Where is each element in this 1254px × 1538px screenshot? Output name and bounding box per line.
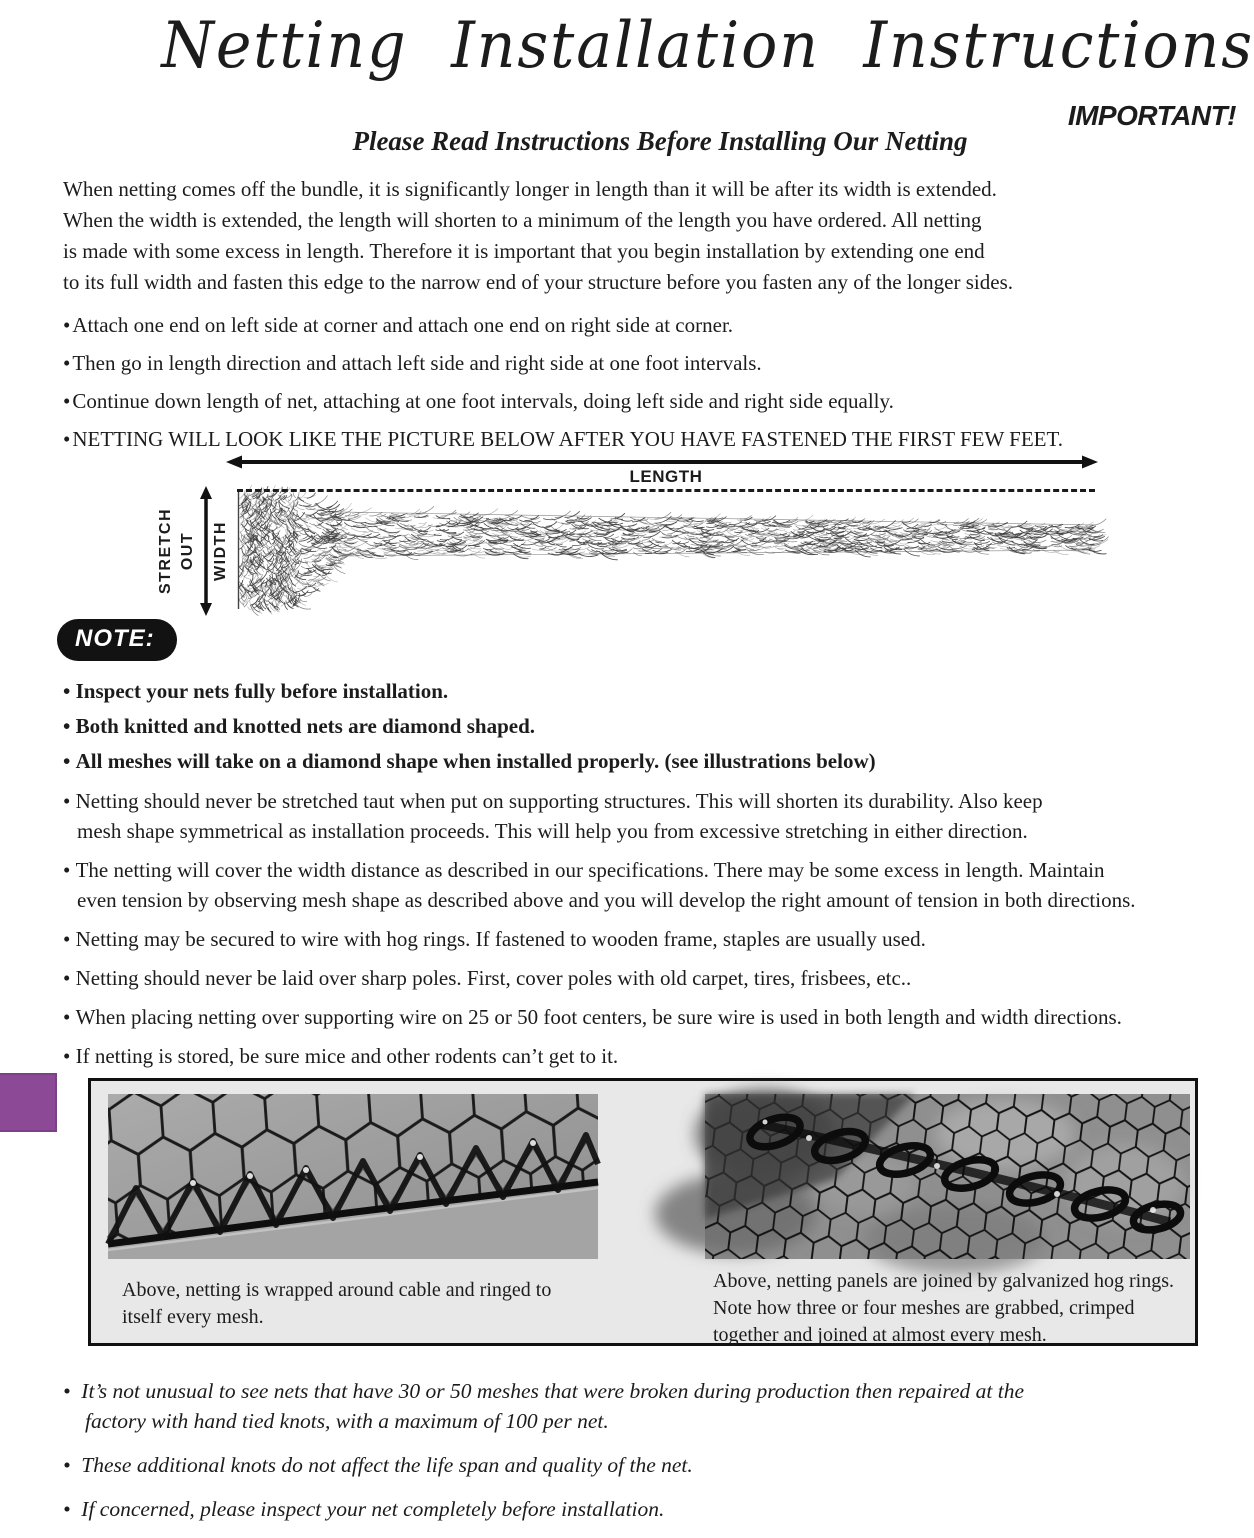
note-item: • When placing netting over supporting wire on 25 or 50 foot centers, be sure wire is used in both length and width directions. xyxy=(63,1002,1136,1032)
note-item: • The netting will cover the width distance as described in our specifications. There may be some excess in length. Maintain even tension by observing mesh shape as described above and you will develop the right amount of tension in both directions. xyxy=(63,855,1136,915)
note-item: • Netting may be secured to wire with hog rings. If fastened to wooden frame, staples are usually used. xyxy=(63,924,1136,954)
netting-cable-photo xyxy=(108,1094,598,1259)
step-item: • Continue down length of net, attaching at one foot intervals, doing left side and right side equally. xyxy=(63,382,1063,420)
intro-paragraph xyxy=(63,174,1013,298)
step-item: • NETTING WILL LOOK LIKE THE PICTURE BELOW AFTER YOU HAVE FASTENED THE FIRST FEW FEET. xyxy=(63,420,1063,458)
caption-hog-rings: Above, netting panels are joined by galvanized hog rings. Note how three or four meshes are grabbed, crimped together and joined at almost every mesh. xyxy=(713,1270,1174,1346)
note-item: • Netting should never be laid over sharp poles. First, cover poles with old carpet, tires, frisbees, etc.. xyxy=(63,963,1136,993)
intro-line: is made with some excess in length. Therefore it is important that you begin installation by extending one end xyxy=(63,239,985,263)
intro-line: When the width is extended, the length will shorten to a minimum of the length you have ordered. All netting xyxy=(63,208,982,232)
note-item: • Netting should never be stretched taut when put on supporting structures. This will shorten its durability. Also keep mesh shape symmetrical as installation proceeds. This will help you from excessive stretching in either direction. xyxy=(63,786,1136,846)
note-list xyxy=(63,786,1136,1080)
figure-cable-wrap xyxy=(108,1094,598,1331)
note-bold-list xyxy=(63,674,876,779)
footer-item: • These additional knots do not affect the life span and quality of the net. xyxy=(63,1450,1024,1480)
netting-hog-rings-photo xyxy=(705,1094,1190,1259)
stretch-label: STRETCH xyxy=(157,507,174,595)
note-bold-item: • All meshes will take on a diamond shape when installed properly. (see illustrations below) xyxy=(63,744,876,779)
note-item: • If netting is stored, be sure mice and other rodents can’t get to it. xyxy=(63,1041,1136,1071)
page-title: Netting Installation Instructions xyxy=(161,9,1254,83)
caption-cable: Above, netting is wrapped around cable and ringed to itself every mesh. xyxy=(122,1279,552,1328)
note-bold-item: • Inspect your nets fully before installation. xyxy=(63,674,876,709)
note-bold-item: • Both knitted and knotted nets are diamond shaped. xyxy=(63,709,876,744)
footer-notes xyxy=(63,1376,1024,1538)
intro-line: When netting comes off the bundle, it is significantly longer in length than it will be after its width is extended. xyxy=(63,177,997,201)
purple-accent-block xyxy=(0,1073,57,1132)
important-label: IMPORTANT! xyxy=(1067,100,1236,131)
steps-list xyxy=(63,306,1063,458)
width-arrow xyxy=(199,486,213,616)
length-label: LENGTH xyxy=(629,467,703,486)
out-label: OUT xyxy=(179,531,196,571)
figure-box xyxy=(88,1078,1198,1346)
footer-item: • If concerned, please inspect your net completely before installation. xyxy=(63,1494,1024,1524)
step-item: • Attach one end on left side at corner and attach one end on right side at corner. xyxy=(63,306,1063,344)
width-label: WIDTH xyxy=(212,521,229,581)
note-badge: NOTE: xyxy=(57,619,177,661)
netting-sketch xyxy=(237,492,1099,614)
footer-item: • It’s not unusual to see nets that have 30 or 50 meshes that were broken during production then repaired at the factory with hand tied knots, with a maximum of 100 per net. xyxy=(63,1376,1024,1436)
step-item: • Then go in length direction and attach left side and right side at one foot intervals. xyxy=(63,344,1063,382)
intro-line: to its full width and fasten this edge to the narrow end of your structure before you fasten any of the longer sides. xyxy=(63,270,1013,294)
subtitle: Please Read Instructions Before Installing Our Netting xyxy=(352,126,968,156)
figure-hog-rings xyxy=(705,1094,1190,1349)
